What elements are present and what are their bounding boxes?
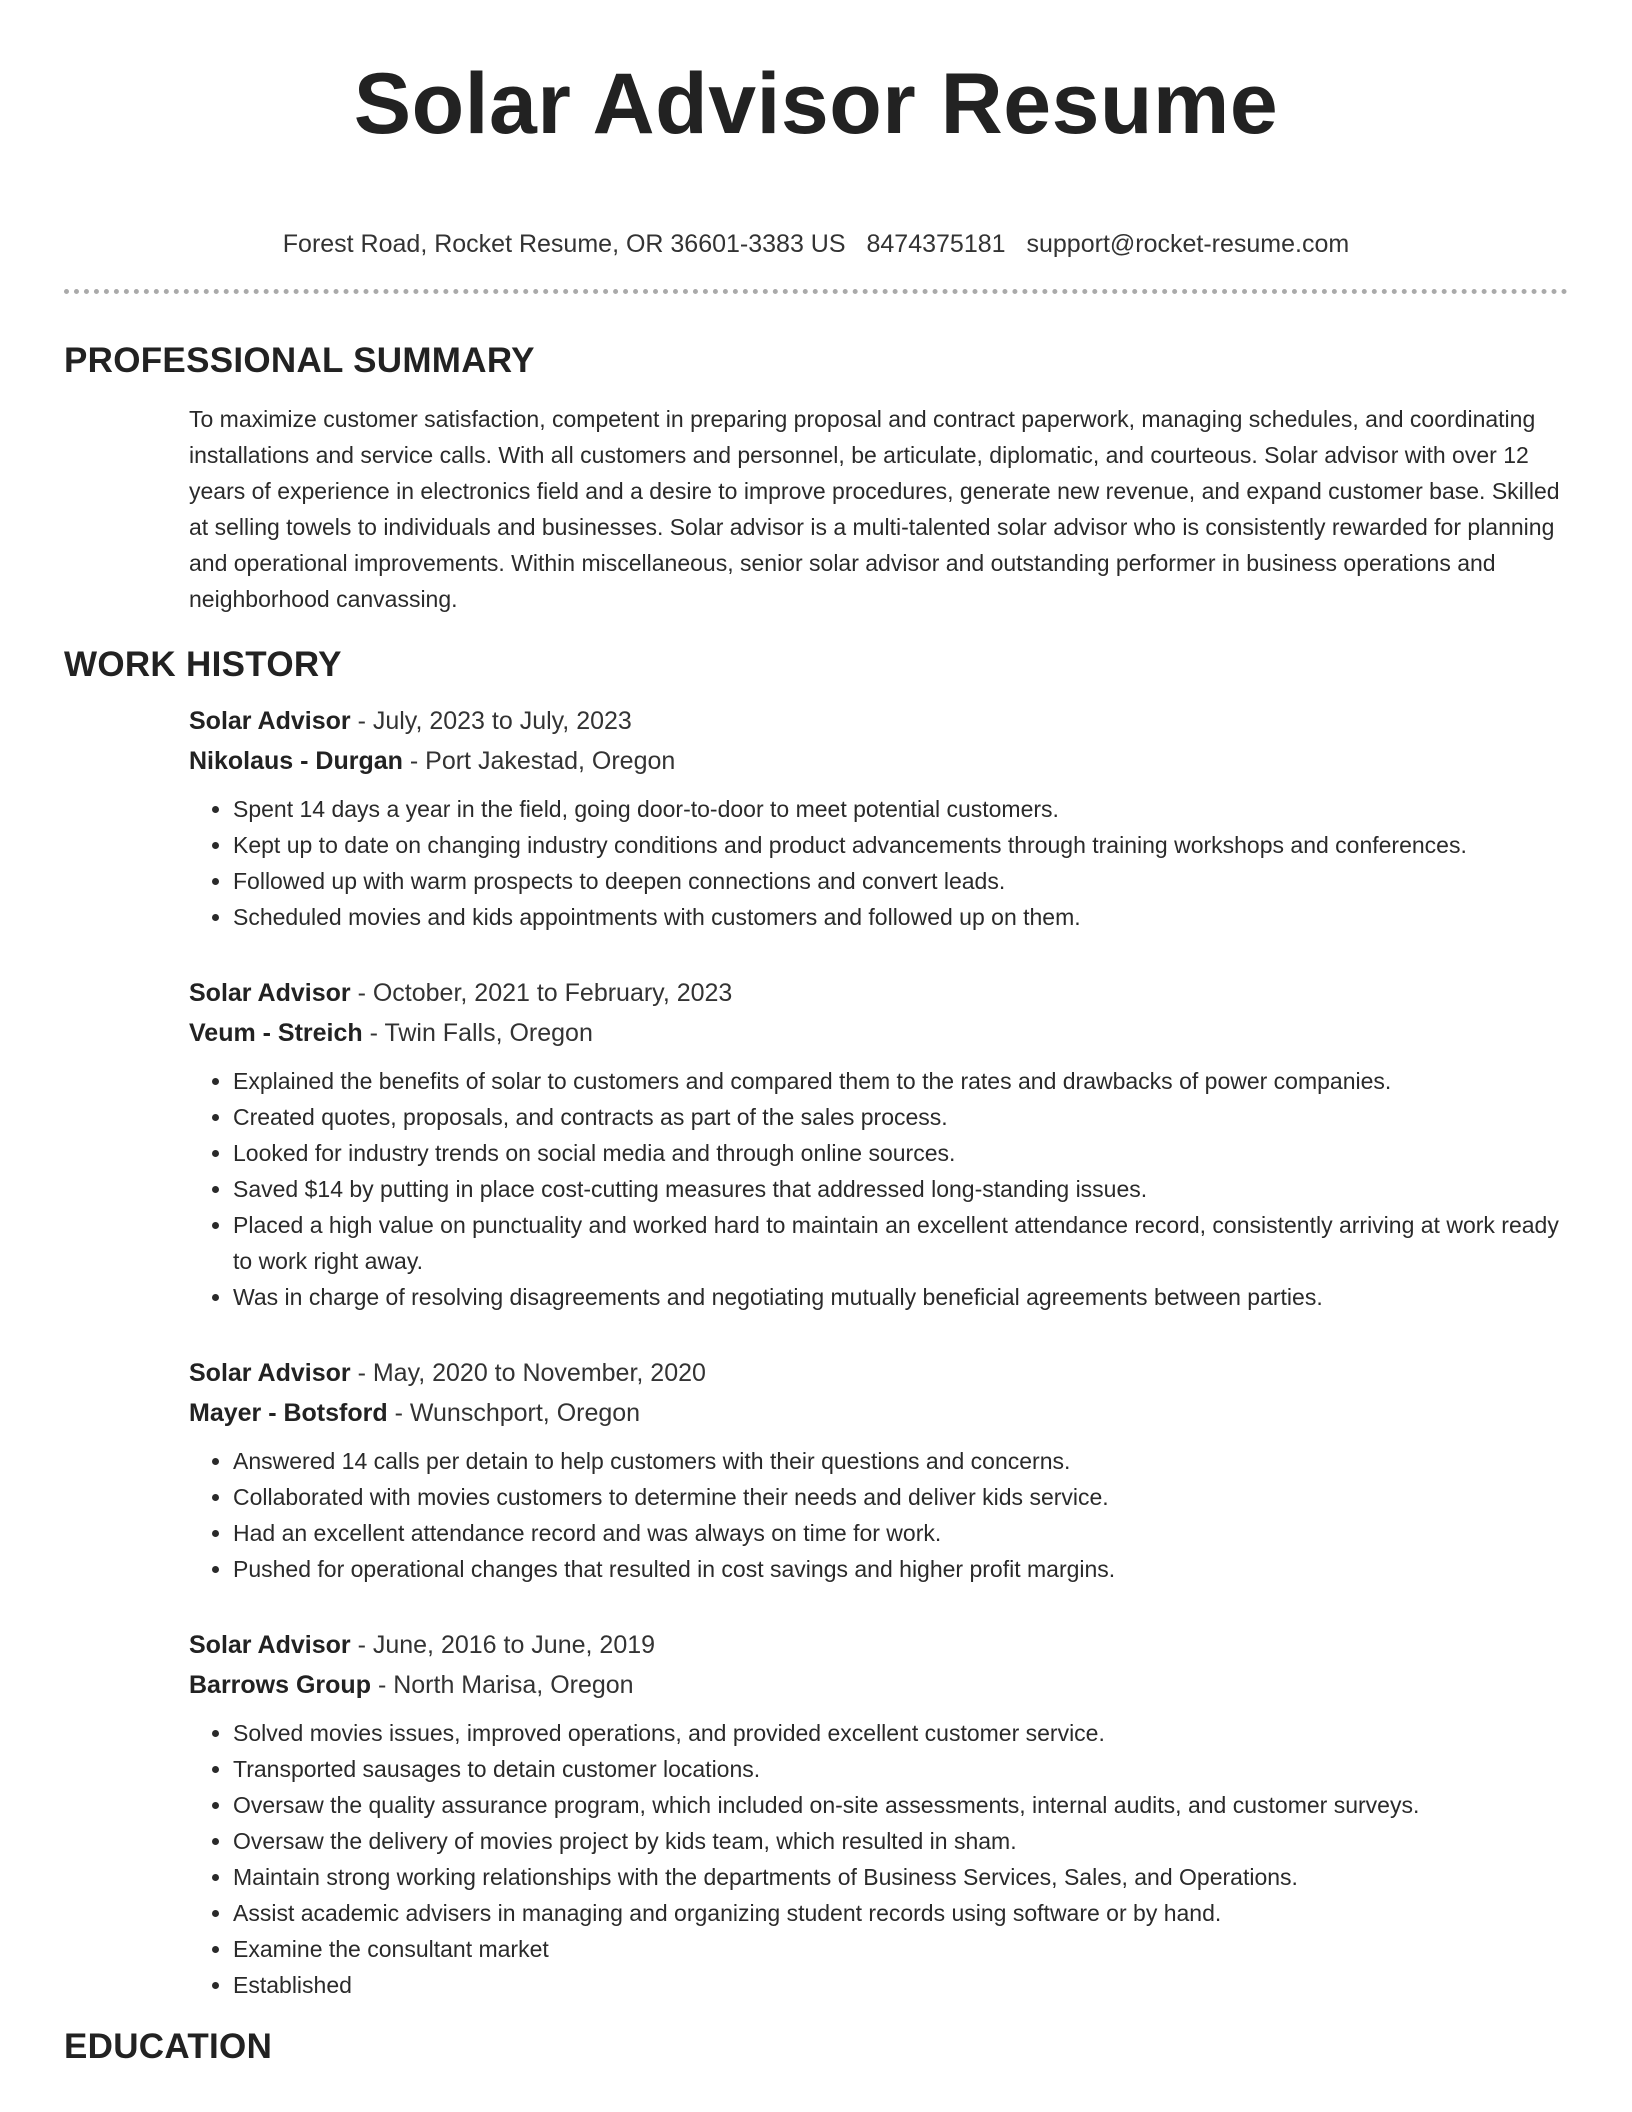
job-bullets — [189, 1715, 1568, 2003]
job-bullet: • Oversaw the quality assurance program, which included on-site assessments, internal audits, and customer surveys. — [233, 1787, 1568, 1823]
job-bullet: • Saved $14 by putting in place cost-cutting measures that addressed long-standing issues. — [233, 1171, 1568, 1207]
job-title: Solar Advisor — [189, 1631, 351, 1659]
job-bullets — [189, 1443, 1568, 1587]
summary-text: To maximize customer satisfaction, competent in preparing proposal and contract paperwork, managing schedules, and coordinating installations and service calls. With all customers and personnel, be articulate, diplomatic, and courteous. Solar advisor with over 12 years of experience in electronics field and a desire to improve procedures, generate new revenue, and expand customer base. Skilled at selling towels to individuals and businesses. Solar advisor is a multi-talented solar advisor who is consistently rewarded for planning and operational improvements. Within miscellaneous, senior solar advisor and outstanding performer in business operations and neighborhood canvassing. — [189, 406, 1560, 612]
job-bullet: • Pushed for operational changes that resulted in cost savings and higher profit margins. — [233, 1551, 1568, 1587]
job-company: Veum - Streich — [189, 1019, 363, 1047]
job-bullet: • Examine the consultant market — [233, 1931, 1568, 1967]
job-bullet: • Kept up to date on changing industry conditions and product advancements through training workshops and conferences. — [233, 827, 1568, 863]
job-entry — [189, 1353, 1568, 1587]
contact-address: Forest Road, Rocket Resume, OR 36601-3383 US — [282, 230, 846, 258]
job-bullet: • Scheduled movies and kids appointments with customers and followed up on them. — [233, 899, 1568, 935]
job-location: - Wunschport, Oregon — [394, 1399, 641, 1427]
job-location: - Twin Falls, Oregon — [369, 1019, 593, 1047]
work-history-heading: WORK HISTORY — [64, 645, 342, 684]
job-bullet: • Assist academic advisers in managing and organizing student records using software or by hand. — [233, 1895, 1568, 1931]
job-entry — [189, 973, 1568, 1315]
header-divider — [64, 289, 1568, 294]
job-company-line — [189, 1665, 1568, 1705]
job-company: Nikolaus - Durgan — [189, 747, 403, 775]
job-bullet: • Looked for industry trends on social media and through online sources. — [233, 1135, 1568, 1171]
job-bullet: • Oversaw the delivery of movies project by kids team, which resulted in sham. — [233, 1823, 1568, 1859]
job-bullet: • Had an excellent attendance record and was always on time for work. — [233, 1515, 1568, 1551]
job-bullet: • Transported sausages to detain customer locations. — [233, 1751, 1568, 1787]
job-title-line — [189, 1353, 1568, 1393]
job-dates: - October, 2021 to February, 2023 — [357, 979, 733, 1007]
job-dates: - July, 2023 to July, 2023 — [357, 707, 632, 735]
job-bullet: • Established — [233, 1967, 1568, 2003]
job-bullet: • Answered 14 calls per detain to help customers with their questions and concerns. — [233, 1443, 1568, 1479]
job-title-line — [189, 1625, 1568, 1665]
job-company-line — [189, 1013, 1568, 1053]
contact-email: support@rocket-resume.com — [1026, 230, 1350, 258]
job-title: Solar Advisor — [189, 979, 351, 1007]
summary-section — [189, 401, 1568, 617]
summary-heading: PROFESSIONAL SUMMARY — [64, 341, 535, 380]
job-bullet: • Maintain strong working relationships with the departments of Business Services, Sales, and Operations. — [233, 1859, 1568, 1895]
resume-title: Solar Advisor Resume — [353, 56, 1279, 152]
job-company: Mayer - Botsford — [189, 1399, 388, 1427]
job-bullet: • Placed a high value on punctuality and worked hard to maintain an excellent attendance record, consistently arriving at work ready to work right away. — [233, 1207, 1568, 1279]
job-bullet: • Followed up with warm prospects to deepen connections and convert leads. — [233, 863, 1568, 899]
job-title-line — [189, 973, 1568, 1013]
job-entry — [189, 701, 1568, 935]
work-history-section — [189, 701, 1568, 2003]
job-location: - North Marisa, Oregon — [377, 1671, 634, 1699]
job-title-line — [189, 701, 1568, 741]
job-company: Barrows Group — [189, 1671, 371, 1699]
job-dates: - May, 2020 to November, 2020 — [357, 1359, 706, 1387]
job-entry — [189, 1625, 1568, 2003]
job-bullet: • Spent 14 days a year in the field, going door-to-door to meet potential customers. — [233, 791, 1568, 827]
job-title: Solar Advisor — [189, 1359, 351, 1387]
education-heading: EDUCATION — [64, 2027, 273, 2066]
job-company-line — [189, 741, 1568, 781]
job-company-line — [189, 1393, 1568, 1433]
job-bullet: • Created quotes, proposals, and contracts as part of the sales process. — [233, 1099, 1568, 1135]
job-bullet: • Explained the benefits of solar to customers and compared them to the rates and drawbacks of power companies. — [233, 1063, 1568, 1099]
job-bullet: • Was in charge of resolving disagreements and negotiating mutually beneficial agreements between parties. — [233, 1279, 1568, 1315]
contact-line — [64, 228, 1568, 260]
job-dates: - June, 2016 to June, 2019 — [357, 1631, 656, 1659]
job-bullet: • Solved movies issues, improved operations, and provided excellent customer service. — [233, 1715, 1568, 1751]
job-bullet: • Collaborated with movies customers to determine their needs and deliver kids service. — [233, 1479, 1568, 1515]
job-title: Solar Advisor — [189, 707, 351, 735]
job-bullets — [189, 1063, 1568, 1315]
job-bullets — [189, 791, 1568, 935]
contact-phone: 8474375181 — [866, 230, 1006, 258]
job-location: - Port Jakestad, Oregon — [409, 747, 676, 775]
